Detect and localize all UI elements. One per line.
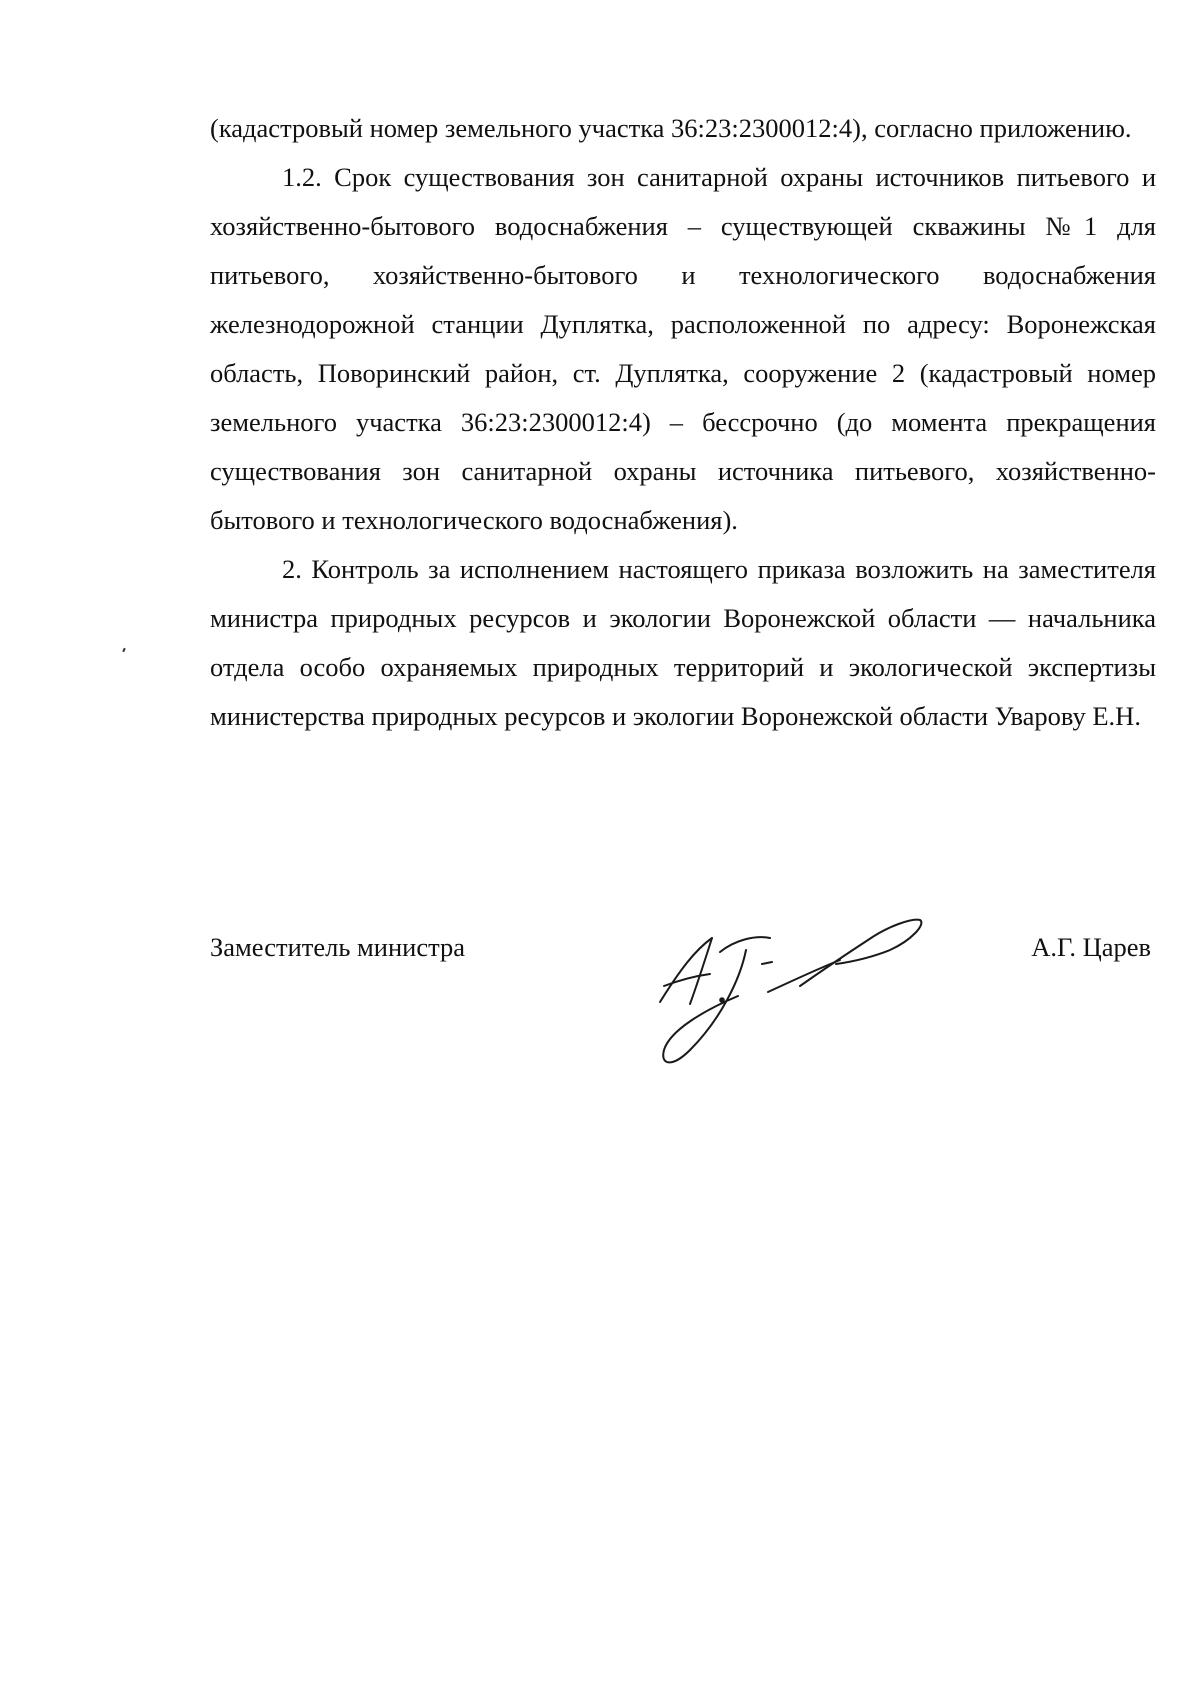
signature-block bbox=[210, 920, 1156, 1080]
paragraph-1-2: 1.2. Срок существования зон санитарной охраны источников питьевого и хозяйственно-бытового водоснабжения – существующей скважины №1 для питьевого, хозяйственно-бытового и технологического водоснабжения железнодорожной станции Дуплятка, расположенной по адресу: Воронежская область, Поворинский район, ст. Дуплятка, сооружение 2 (кадастровый номер земельного участка 36:23:2300012:4) – бессрочно (до момента прекращения существования зон санитарной охраны источника питьевого, хозяйственно-бытового и технологического водоснабжения). bbox=[210, 162, 1156, 535]
document-body bbox=[210, 104, 1156, 741]
handwritten-signature bbox=[650, 900, 950, 1070]
signer-name: А.Г. Царев bbox=[1031, 932, 1151, 962]
paragraph-continuation: (кадастровый номер земельного участка 36:23:2300012:4), согласно приложению. bbox=[210, 113, 1132, 143]
signer-position: Заместитель министра bbox=[210, 932, 466, 962]
stray-ink-mark bbox=[122, 648, 126, 652]
paragraph-2: 2. Контроль за исполнением настоящего приказа возложить на заместителя министра природных ресурсов и экологии Воронежской области — начальника отдела особо охраняемых природных территорий и экологической экспертизы министерства природных ресурсов и экологии Воронежской области Уварову Е.Н. bbox=[210, 554, 1156, 731]
